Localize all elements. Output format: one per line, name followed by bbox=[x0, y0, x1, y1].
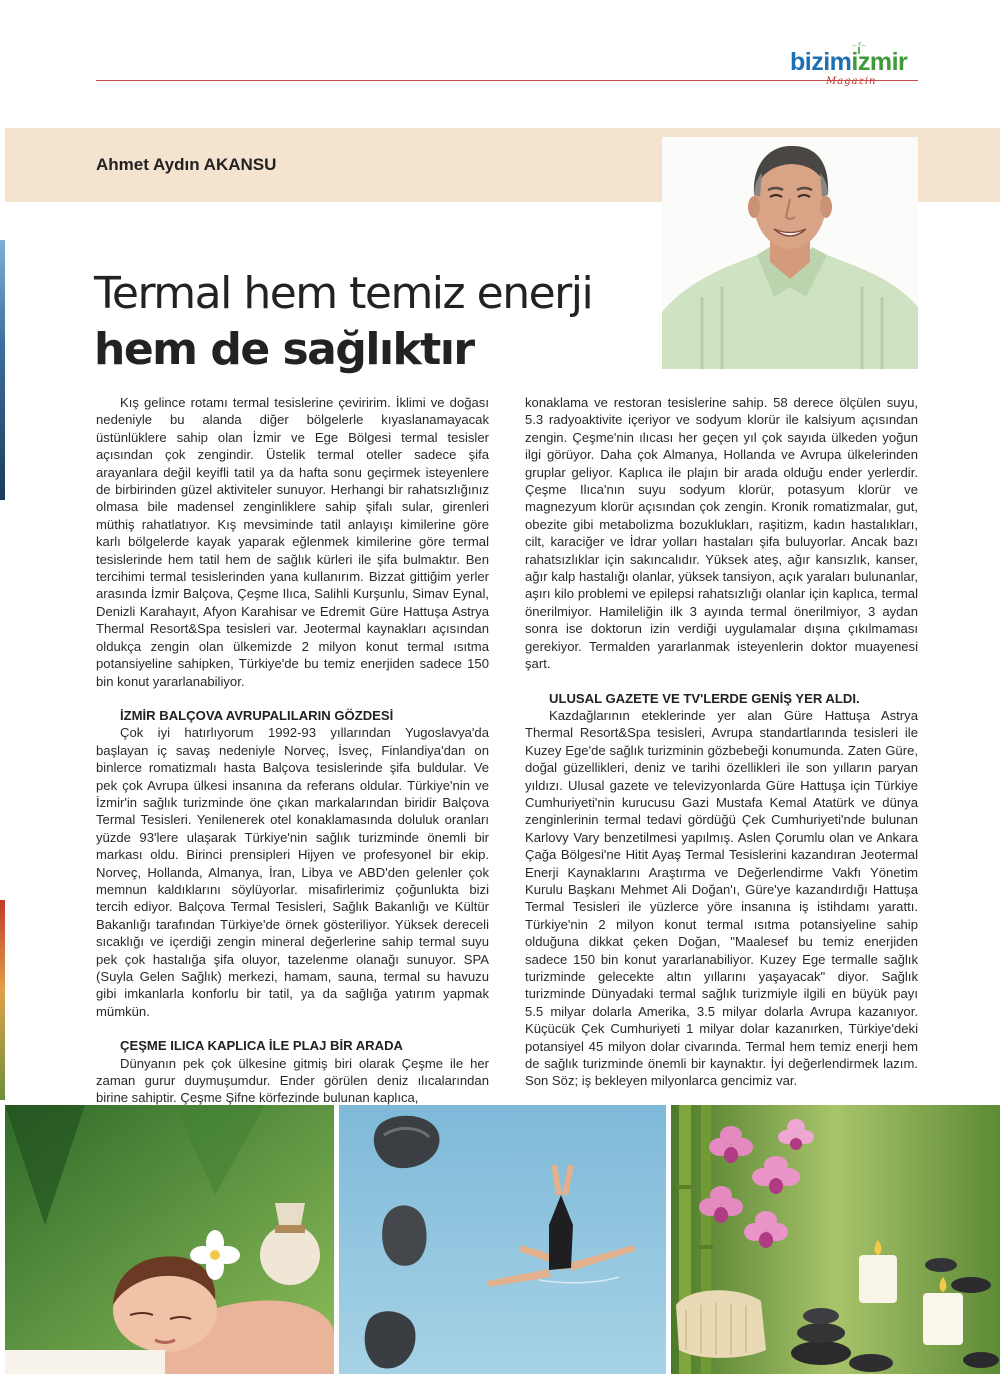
article-paragraph: konaklama ve restoran tesislerine sahip. 58 derece ölçülen suyu, 5.3 radyoaktivite içeriyor ve sodyum klorür ile kalsiyum açısından zengin. Çeşme'nin ılıcası her geçen yıl çok sayıda ülkeden yoğun ilgi görüyor. Daha çok Almanya, Hollanda ve Avrupa ülkelerinden gruplar geliyor. Kaplıca ile plajın bir arada olduğu ender yerlerdir. Çeşme Ilıca'nın suyu sodyum klorür, potasyum klorür ve magnezyum klorür açısından çok zengin. Kronik romatizmalar, gut, obezite gibi metabolizma bozuklukları, raşitizm, kadın hastalıkları, cilt, karaciğer ve İdrar yolları hastaları şifa buluyorlar. Ancak bazı rahatsızlıklar için sakıncalıdır. Yüksek ateş, ağır kansızlık, kanser, ağır kalp hastalığı olanlar, yüksek tansiyon, açık yaraları bulunanlar, aşırı kilo problemi ve epilepsi rahatsızlığı olanlar için kaplıca, termal önerilmiyor. Hamileliğin ilk 3 ayında termal önerilmiyor, 3 aydan sonra ise doktorun izin verdiği uygulamalar dışına çıkılmaması gerekiyor. Termalden yararlanmak isteyenlerin doktor muayenesi şart. bbox=[525, 395, 918, 672]
article-paragraph: Kış gelince rotamı termal tesislerine çeviririm. İklimi ve doğası nedeniyle bu alanda diğer bölgelerle kıyaslanamayacak üstünlüklere sahip olan İzmir ve Ege Bölgesi termal tesisler açısından çok zengindir. Üstelik termal oteller sadece şifa arayanlara değil keyifli tatil ya da hafta sonu geçirmek isteyenlere de birbirinden güzel aktiviteler sunuyor. Herhangi bir rahatsızlığınız olmasa bile madensel zenginliklere sahip şifalı sular, girenleri müthiş rahatlatıyor. Kış mevsiminde tatil anlayışı kimilerine göre karlı bölgelerde kayak yaparak eğlenmek kimilerine göre termal tesislerinde hem tatil hem de sağlık kürleri ile şifa bulmaktır. Ben tercihimi termal tesislerinden yana kullanırım. Bizzat gittiğim yerler arasında İzmir Balçova, Çeşme Ilıca, Salihli Kurşunlu, Simav Eynal, Denizli Karahayıt, Afyon Karahisar ve Edremit Güre Hattuşa Astrya Thermal Resort&Spa tesisleri var. Jeotermal kaynakları açısından oldukça zengin olan ülkemizde 2 milyon konut termal ısıtma potansiyeline sahipken, Türkiye'de bu temiz enerjiden sadece 150 bin konut yararlanabiliyor. bbox=[96, 395, 489, 689]
article-column-left bbox=[96, 394, 489, 1107]
page-edge-image bbox=[0, 240, 5, 500]
spa-orchid-illustration bbox=[671, 1105, 1000, 1374]
logo-word-right: izmir bbox=[851, 48, 908, 76]
article-paragraph: Çok iyi hatırlıyorum 1992-93 yıllarından Yugoslavya'da başlayan iç savaş nedeniyle Norveç, İsveç, Finlandiya'dan on binlerce romatizmalı hasta Balçova tesislerinde şifa buldular. Ve pek çok Avrupa ülkesi insanına da referans oldular. Türkiye'nin ve İzmir'in sağlık turizminde öne çıkan markalarından biridir Balçova Termal Tesisleri. Yenilenerek otel konaklamasında doluluk oranları yüzde 93'lere ulaşarak Türkiye'nin sağlık turizminde önemli bir markası oldu. Birinci prensipleri Hijyen ve profesyonel bir ekip. Norveç, Hollanda, Almanya, İran, Libya ve ABD'den gelenler çok memnun kaldıklarını söylüyorlar. misafirlerimiz çoğunlukta bizi tercih ediyor. Balçova Termal Tesisleri, Sağlık Bakanlığı ve Kültür Bakanlığı tarafından Türkiye'de örnek gösteriliyor. Yüksek dereceli sıcaklığı ve içerdiği zengin mineral değerlerine sahip termal suyu pek çok hastalığa şifa oluyor, tazelenme olanağı sunuyor. SPA (Suyla Gelen Sağlık) merkezi, hamam, sauna, termal su havuzu gibi imkanlarla konforlu bir tatil, ya da sağlığa yatırım yapmak mümkün. bbox=[96, 725, 489, 1019]
spa-orchid-stones-photo bbox=[671, 1105, 1000, 1374]
logo-word-left: bizim bbox=[790, 48, 852, 76]
page-edge-image bbox=[0, 900, 5, 1100]
article-paragraph: Dünyanın pek çok ülkesine gitmiş biri olarak Çeşme ile her zaman gurur duymuşumdur. Ender görülen deniz ılıcalarından birine sahiptir. Çeşme Şifne körfezinde bulunan kaplıca, bbox=[96, 1055, 489, 1106]
thermal-water-illustration bbox=[339, 1105, 666, 1374]
logo-subtitle: Magazin bbox=[826, 76, 877, 87]
article-paragraph: Kazdağlarının eteklerinde yer alan Güre Hattuşa Astrya Thermal Resort&Spa tesisleri, Avrupa standartlarında tesisleri ile Kuzey Ege'de sağlık turizminin gözbebeği konumunda. Zaten Güre, doğal güzellikleri, deniz ve tarihi özellikleri ile son yılların paryan yıldızı. Ulusal gazete ve televizyonlarda Güre Hattuşa için Türkiye Cumhuriyeti'nin kurucusu Gazi Mustafa Kemal Atatürk ve dünya zenginlerinin termal tedavi gördüğü Çek Cumhuriyeti'nde bulunan Karlovy Vary benzetilmesi yapılmış. Aslen Çorumlu olan ve Ankara Çağa Bölgesi'ne Hitit Ayaş Termal Tesislerini kazandıran Jeotermal Enerji Kaynaklarını Araştırma ve Değerlendirme Vakfı Yönetim Kurulu Başkanı Mehmet Ali Doğan'ı, Güre'ye kazandırdığı Hattuşa Termal Tesisleri ile yüzlerce yöre insanına iş istihdamı yarattı. Türkiye'nin 2 milyon konut termal ısıtma potansiyeline sahip olduğuna dikkat çeken Doğan, "Maalesef bu temiz enerjiden sadece 150 bin konut yararlanabiliyor. Kuzey Ege termalle sağlık turizminde gelecekte altın yıllarını yaşayacak" diyor. Sağlık turizminde Dünyadaki termal sağlık turizmiyle ilgili en büyük payı 5.5 milyar dolarla Amerika, 3.5 milyar dolarla Avrupa kazanıyor. Küçücük Çek Cumhuriyeti 1 milyar dolar kazanırken, Türkiye'deki potansiyel 45 milyon dolar civarında. Termal hem temiz enerji hem de sağlık turizminde önemli bir kaynaktır. İyi değerlendirmek lazım. Son Söz; iş bekleyen milyonlarca gencimiz var. bbox=[525, 707, 918, 1089]
spa-massage-photo bbox=[5, 1105, 334, 1374]
author-portrait bbox=[662, 137, 918, 369]
spa-massage-illustration bbox=[5, 1105, 334, 1374]
author-name: Ahmet Aydın AKANSU bbox=[96, 155, 277, 174]
bizimizmir-logo[interactable] bbox=[790, 42, 920, 92]
section-heading: ÇEŞME ILICA KAPLICA İLE PLAJ BİR ARADA bbox=[120, 1038, 403, 1054]
headline-line-1: Termal hem temiz enerji bbox=[94, 268, 593, 319]
portrait-illustration bbox=[662, 137, 918, 369]
thermal-water-photo bbox=[339, 1105, 666, 1374]
logo-wordmark bbox=[790, 48, 907, 77]
headline-line-2: hem de sağlıktır bbox=[94, 324, 474, 375]
article-column-right bbox=[525, 394, 918, 1090]
section-heading: İZMİR BALÇOVA AVRUPALILARIN GÖZDESİ bbox=[120, 707, 394, 723]
section-heading: ULUSAL GAZETE VE TV'LERDE GENİŞ YER ALDI. bbox=[549, 690, 860, 706]
